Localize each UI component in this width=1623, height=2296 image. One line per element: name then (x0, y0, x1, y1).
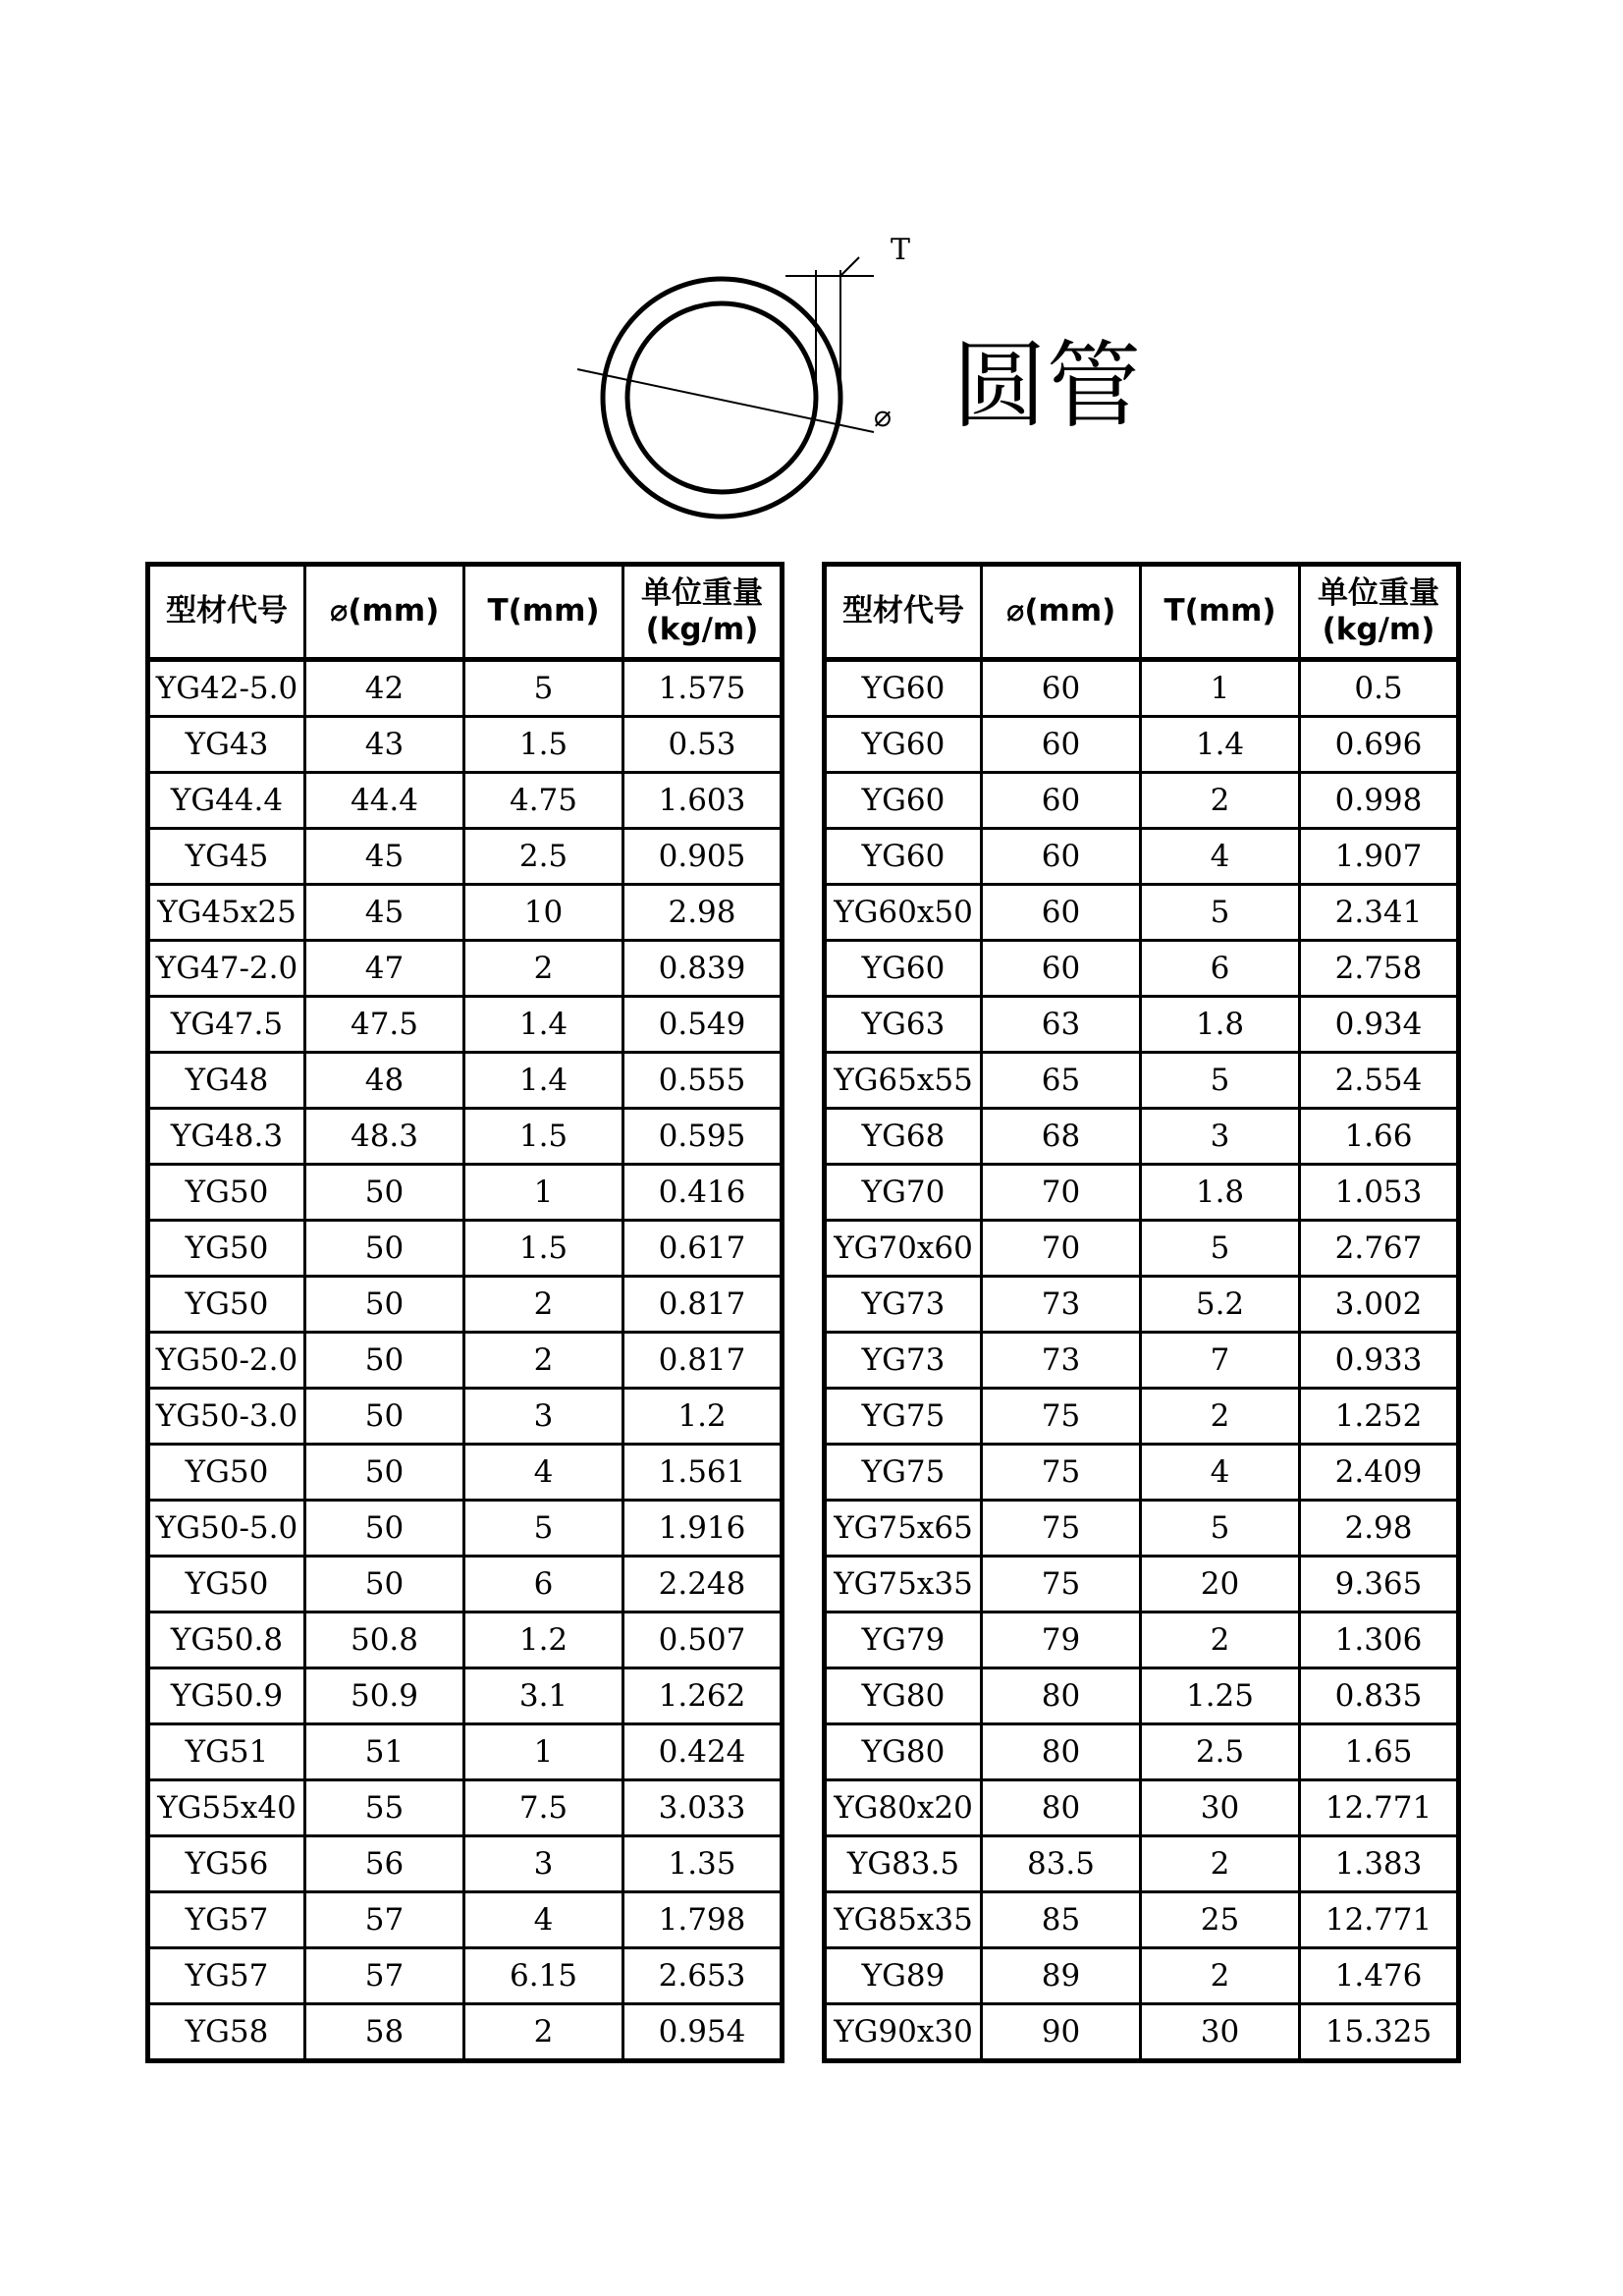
cell-diameter: 42 (305, 660, 464, 717)
table-row (148, 1221, 783, 1277)
cell-weight: 1.383 (1300, 1836, 1459, 1892)
cell-thickness: 2 (464, 2004, 623, 2061)
cell-thickness: 3 (1141, 1109, 1300, 1165)
table-row (148, 1557, 783, 1613)
table-row (148, 885, 783, 941)
cell-weight: 1.66 (1300, 1109, 1459, 1165)
cell-code: YG90x30 (825, 2004, 982, 2061)
cell-thickness: 2 (464, 1277, 623, 1333)
cell-diameter: 45 (305, 885, 464, 941)
cell-weight: 1.2 (623, 1389, 783, 1445)
cell-diameter: 57 (305, 1892, 464, 1948)
table-body-right (825, 660, 1459, 2061)
cell-code: YG48.3 (148, 1109, 305, 1165)
table-row (148, 773, 783, 829)
cell-thickness: 3 (464, 1836, 623, 1892)
table-row (825, 1221, 1459, 1277)
cell-thickness: 1.8 (1141, 1165, 1300, 1221)
cell-diameter: 43 (305, 717, 464, 773)
table-row (148, 1892, 783, 1948)
cell-diameter: 73 (982, 1277, 1141, 1333)
cell-diameter: 70 (982, 1165, 1141, 1221)
table-row (825, 829, 1459, 885)
thickness-label: T (891, 233, 911, 267)
cell-code: YG50-5.0 (148, 1501, 305, 1557)
cell-thickness: 1.5 (464, 1109, 623, 1165)
cell-code: YG50.9 (148, 1668, 305, 1724)
cell-thickness: 5 (464, 660, 623, 717)
table-row (148, 1948, 783, 2004)
cell-thickness: 5 (1141, 1501, 1300, 1557)
header-weight-line1: 单位重量 (1318, 574, 1439, 611)
cell-code: YG73 (825, 1277, 982, 1333)
cell-thickness: 1.4 (464, 997, 623, 1053)
diameter-label: ⌀ (874, 400, 893, 434)
table-row (148, 829, 783, 885)
header-weight-line2: (kg/m) (1322, 612, 1435, 647)
cell-code: YG43 (148, 717, 305, 773)
cell-code: YG75x65 (825, 1501, 982, 1557)
cell-diameter: 47.5 (305, 997, 464, 1053)
cell-diameter: 50 (305, 1333, 464, 1389)
cell-thickness: 25 (1141, 1892, 1300, 1948)
header-weight-line2: (kg/m) (645, 612, 759, 647)
cell-weight: 2.248 (623, 1557, 783, 1613)
header-diameter: ⌀(mm) (982, 565, 1141, 660)
cell-code: YG60 (825, 717, 982, 773)
cell-thickness: 2 (1141, 1613, 1300, 1668)
table-row (148, 1277, 783, 1333)
inner-circle (627, 303, 816, 492)
cell-weight: 0.617 (623, 1221, 783, 1277)
table-row (148, 941, 783, 997)
cell-diameter: 60 (982, 773, 1141, 829)
cell-diameter: 50 (305, 1557, 464, 1613)
cell-thickness: 5 (1141, 1053, 1300, 1109)
cell-diameter: 70 (982, 1221, 1141, 1277)
cell-weight: 1.306 (1300, 1613, 1459, 1668)
cell-thickness: 2.5 (464, 829, 623, 885)
cell-diameter: 80 (982, 1780, 1141, 1836)
cell-thickness: 6 (464, 1557, 623, 1613)
cell-thickness: 5 (1141, 1221, 1300, 1277)
cell-code: YG80 (825, 1724, 982, 1780)
table-row (148, 1724, 783, 1780)
cell-diameter: 75 (982, 1557, 1141, 1613)
cell-thickness: 4 (1141, 829, 1300, 885)
cell-code: YG60 (825, 941, 982, 997)
cell-diameter: 50 (305, 1445, 464, 1501)
cell-weight: 0.416 (623, 1165, 783, 1221)
cell-thickness: 6.15 (464, 1948, 623, 2004)
cell-code: YG60x50 (825, 885, 982, 941)
cell-weight: 0.507 (623, 1613, 783, 1668)
table-row (825, 1277, 1459, 1333)
cell-thickness: 30 (1141, 1780, 1300, 1836)
cell-diameter: 50 (305, 1165, 464, 1221)
cell-code: YG56 (148, 1836, 305, 1892)
cell-diameter: 73 (982, 1333, 1141, 1389)
cell-thickness: 2 (464, 1333, 623, 1389)
cell-diameter: 75 (982, 1445, 1141, 1501)
table-row (825, 1892, 1459, 1948)
cell-code: YG73 (825, 1333, 982, 1389)
cell-thickness: 5 (464, 1501, 623, 1557)
cell-thickness: 10 (464, 885, 623, 941)
table-row (825, 997, 1459, 1053)
cell-weight: 1.65 (1300, 1724, 1459, 1780)
table-row (825, 773, 1459, 829)
cell-thickness: 2.5 (1141, 1724, 1300, 1780)
cell-code: YG63 (825, 997, 982, 1053)
cell-weight: 0.696 (1300, 717, 1459, 773)
table-row (148, 2004, 783, 2061)
table-row (825, 1445, 1459, 1501)
table-row (825, 660, 1459, 717)
cell-code: YG47-2.0 (148, 941, 305, 997)
cell-code: YG65x55 (825, 1053, 982, 1109)
spec-table-left (145, 562, 784, 2063)
table-row (148, 1053, 783, 1109)
cell-thickness: 1.25 (1141, 1668, 1300, 1724)
cell-weight: 1.053 (1300, 1165, 1459, 1221)
table-body-left (148, 660, 783, 2061)
cell-weight: 2.98 (623, 885, 783, 941)
cell-code: YG50 (148, 1221, 305, 1277)
cell-code: YG44.4 (148, 773, 305, 829)
cell-code: YG89 (825, 1948, 982, 2004)
table-row (148, 1333, 783, 1389)
cell-thickness: 4 (464, 1445, 623, 1501)
cell-code: YG80x20 (825, 1780, 982, 1836)
cell-weight: 1.907 (1300, 829, 1459, 885)
cell-thickness: 1.8 (1141, 997, 1300, 1053)
cell-weight: 15.325 (1300, 2004, 1459, 2061)
cell-diameter: 44.4 (305, 773, 464, 829)
header-diameter: ⌀(mm) (305, 565, 464, 660)
table-row (825, 1557, 1459, 1613)
cell-diameter: 63 (982, 997, 1141, 1053)
cell-thickness: 5.2 (1141, 1277, 1300, 1333)
table-row (825, 941, 1459, 997)
page-title: 圆管 (952, 331, 1141, 441)
cell-weight: 0.954 (623, 2004, 783, 2061)
cell-weight: 1.262 (623, 1668, 783, 1724)
cell-thickness: 2 (1141, 1389, 1300, 1445)
cell-thickness: 2 (1141, 1948, 1300, 2004)
cell-weight: 0.5 (1300, 660, 1459, 717)
table-row (825, 1501, 1459, 1557)
cell-weight: 0.835 (1300, 1668, 1459, 1724)
cell-code: YG60 (825, 660, 982, 717)
leader-line (840, 257, 859, 276)
cell-diameter: 60 (982, 885, 1141, 941)
cell-weight: 3.033 (623, 1780, 783, 1836)
cell-weight: 0.549 (623, 997, 783, 1053)
cell-thickness: 20 (1141, 1557, 1300, 1613)
cell-code: YG75x35 (825, 1557, 982, 1613)
cell-diameter: 48 (305, 1053, 464, 1109)
cell-diameter: 45 (305, 829, 464, 885)
table-row (148, 1836, 783, 1892)
table-row (148, 1668, 783, 1724)
cell-code: YG47.5 (148, 997, 305, 1053)
table-row (825, 1780, 1459, 1836)
cell-code: YG45x25 (148, 885, 305, 941)
cell-code: YG48 (148, 1053, 305, 1109)
cell-weight: 0.933 (1300, 1333, 1459, 1389)
cell-weight: 0.53 (623, 717, 783, 773)
table-row (825, 1109, 1459, 1165)
cell-diameter: 58 (305, 2004, 464, 2061)
cell-weight: 2.758 (1300, 941, 1459, 997)
cell-thickness: 2 (464, 941, 623, 997)
cell-code: YG45 (148, 829, 305, 885)
cell-code: YG57 (148, 1948, 305, 2004)
table-row (148, 1501, 783, 1557)
cell-diameter: 60 (982, 829, 1141, 885)
cell-weight: 2.554 (1300, 1053, 1459, 1109)
table-row (825, 885, 1459, 941)
cell-weight: 1.252 (1300, 1389, 1459, 1445)
header-row (825, 565, 1459, 660)
cell-code: YG57 (148, 1892, 305, 1948)
cell-code: YG50 (148, 1557, 305, 1613)
cell-weight: 0.595 (623, 1109, 783, 1165)
cell-diameter: 47 (305, 941, 464, 997)
cell-diameter: 80 (982, 1668, 1141, 1724)
cell-thickness: 1 (464, 1724, 623, 1780)
cell-code: YG68 (825, 1109, 982, 1165)
cell-diameter: 80 (982, 1724, 1141, 1780)
table-row (148, 1165, 783, 1221)
cell-diameter: 60 (982, 941, 1141, 997)
cell-thickness: 2 (1141, 773, 1300, 829)
cell-thickness: 3 (464, 1389, 623, 1445)
table-row (825, 1668, 1459, 1724)
table-row (825, 1053, 1459, 1109)
cell-thickness: 1.5 (464, 1221, 623, 1277)
table-row (825, 1613, 1459, 1668)
cell-code: YG50-2.0 (148, 1333, 305, 1389)
table-row (148, 997, 783, 1053)
cell-weight: 1.561 (623, 1445, 783, 1501)
cell-code: YG60 (825, 829, 982, 885)
spec-table-right (822, 562, 1461, 2063)
diameter-line (577, 369, 874, 432)
cell-code: YG75 (825, 1445, 982, 1501)
cell-diameter: 85 (982, 1892, 1141, 1948)
cell-diameter: 90 (982, 2004, 1141, 2061)
cell-code: YG85x35 (825, 1892, 982, 1948)
cell-diameter: 55 (305, 1780, 464, 1836)
cell-code: YG58 (148, 2004, 305, 2061)
header-weight (1300, 565, 1459, 660)
table-row (825, 717, 1459, 773)
cell-thickness: 7 (1141, 1333, 1300, 1389)
cell-weight: 2.409 (1300, 1445, 1459, 1501)
table-row (825, 1724, 1459, 1780)
cell-weight: 1.798 (623, 1892, 783, 1948)
cell-weight: 2.341 (1300, 885, 1459, 941)
table-row (825, 1836, 1459, 1892)
cell-code: YG50.8 (148, 1613, 305, 1668)
cell-code: YG83.5 (825, 1836, 982, 1892)
cell-diameter: 51 (305, 1724, 464, 1780)
cell-code: YG79 (825, 1613, 982, 1668)
cell-thickness: 3.1 (464, 1668, 623, 1724)
cell-diameter: 89 (982, 1948, 1141, 2004)
cell-diameter: 79 (982, 1613, 1141, 1668)
cell-code: YG51 (148, 1724, 305, 1780)
cell-thickness: 1.4 (464, 1053, 623, 1109)
cell-weight: 2.653 (623, 1948, 783, 2004)
cell-weight: 3.002 (1300, 1277, 1459, 1333)
cell-thickness: 30 (1141, 2004, 1300, 2061)
cell-diameter: 75 (982, 1389, 1141, 1445)
table-row (825, 1948, 1459, 2004)
cell-thickness: 6 (1141, 941, 1300, 997)
cell-weight: 2.98 (1300, 1501, 1459, 1557)
table-row (148, 1109, 783, 1165)
cell-code: YG50-3.0 (148, 1389, 305, 1445)
table-row (825, 1165, 1459, 1221)
cell-code: YG50 (148, 1165, 305, 1221)
cell-code: YG42-5.0 (148, 660, 305, 717)
cell-thickness: 4 (464, 1892, 623, 1948)
cell-code: YG70 (825, 1165, 982, 1221)
cell-diameter: 50 (305, 1277, 464, 1333)
header-weight-line1: 单位重量 (641, 574, 763, 611)
cell-code: YG50 (148, 1445, 305, 1501)
cell-diameter: 48.3 (305, 1109, 464, 1165)
cell-weight: 0.905 (623, 829, 783, 885)
cell-diameter: 50 (305, 1389, 464, 1445)
outer-circle (603, 279, 840, 517)
cell-thickness: 7.5 (464, 1780, 623, 1836)
header-code: 型材代号 (148, 565, 305, 660)
cell-weight: 1.575 (623, 660, 783, 717)
cell-weight: 12.771 (1300, 1892, 1459, 1948)
cell-diameter: 57 (305, 1948, 464, 2004)
table-row (148, 1389, 783, 1445)
cell-thickness: 4 (1141, 1445, 1300, 1501)
cell-weight: 1.35 (623, 1836, 783, 1892)
table-row (148, 660, 783, 717)
cell-code: YG60 (825, 773, 982, 829)
cell-code: YG55x40 (148, 1780, 305, 1836)
cell-diameter: 75 (982, 1501, 1141, 1557)
cell-weight: 1.916 (623, 1501, 783, 1557)
cell-thickness: 4.75 (464, 773, 623, 829)
cell-thickness: 1.4 (1141, 717, 1300, 773)
table-row (148, 717, 783, 773)
cell-weight: 0.817 (623, 1333, 783, 1389)
table-row (825, 1389, 1459, 1445)
cell-diameter: 68 (982, 1109, 1141, 1165)
cell-weight: 0.817 (623, 1277, 783, 1333)
cell-weight: 0.934 (1300, 997, 1459, 1053)
cell-thickness: 5 (1141, 885, 1300, 941)
cell-weight: 0.839 (623, 941, 783, 997)
cell-weight: 9.365 (1300, 1557, 1459, 1613)
cell-thickness: 1 (1141, 660, 1300, 717)
table-row (148, 1780, 783, 1836)
cell-diameter: 56 (305, 1836, 464, 1892)
table-row (148, 1445, 783, 1501)
cell-weight: 1.603 (623, 773, 783, 829)
table-row (148, 1613, 783, 1668)
cell-code: YG50 (148, 1277, 305, 1333)
table-row (825, 2004, 1459, 2061)
header-code: 型材代号 (825, 565, 982, 660)
cell-thickness: 1.2 (464, 1613, 623, 1668)
cell-diameter: 50.8 (305, 1613, 464, 1668)
cell-weight: 1.476 (1300, 1948, 1459, 2004)
header-weight (623, 565, 783, 660)
cell-diameter: 60 (982, 660, 1141, 717)
cell-code: YG75 (825, 1389, 982, 1445)
cell-diameter: 60 (982, 717, 1141, 773)
cell-diameter: 50 (305, 1221, 464, 1277)
cell-diameter: 50 (305, 1501, 464, 1557)
cell-weight: 12.771 (1300, 1780, 1459, 1836)
cell-weight: 2.767 (1300, 1221, 1459, 1277)
cell-thickness: 1.5 (464, 717, 623, 773)
cell-diameter: 50.9 (305, 1668, 464, 1724)
cell-weight: 0.998 (1300, 773, 1459, 829)
cell-thickness: 2 (1141, 1836, 1300, 1892)
table-row (825, 1333, 1459, 1389)
cell-diameter: 65 (982, 1053, 1141, 1109)
cell-code: YG80 (825, 1668, 982, 1724)
cell-code: YG70x60 (825, 1221, 982, 1277)
header-row (148, 565, 783, 660)
cell-diameter: 83.5 (982, 1836, 1141, 1892)
cell-thickness: 1 (464, 1165, 623, 1221)
header-thickness: T(mm) (1141, 565, 1300, 660)
cell-weight: 0.424 (623, 1724, 783, 1780)
cell-weight: 0.555 (623, 1053, 783, 1109)
header-thickness: T(mm) (464, 565, 623, 660)
